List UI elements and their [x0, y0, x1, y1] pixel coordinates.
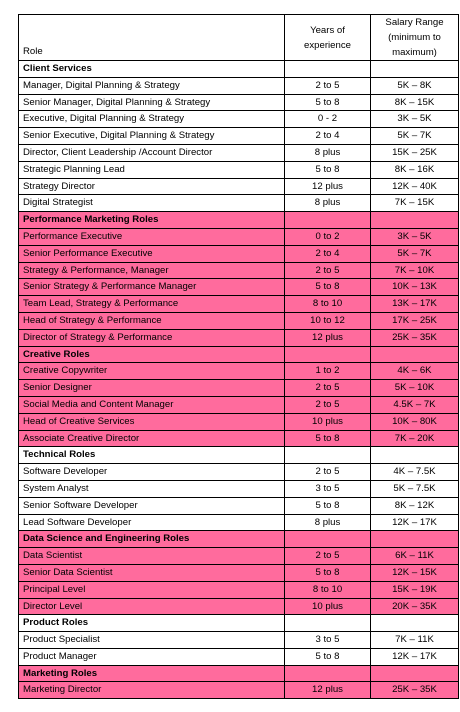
- salary-cell: 6K – 11K: [371, 548, 459, 565]
- salary-cell: 10K – 80K: [371, 413, 459, 430]
- table-row: [19, 262, 459, 279]
- salary-cell: 15K – 19K: [371, 581, 459, 598]
- years-cell: 5 to 8: [285, 648, 371, 665]
- role-cell: Head of Creative Services: [19, 413, 285, 430]
- salary-cell: 12K – 17K: [371, 514, 459, 531]
- table-row: [19, 279, 459, 296]
- role-cell: Performance Executive: [19, 228, 285, 245]
- years-cell: 5 to 8: [285, 564, 371, 581]
- section-salary-blank: [371, 61, 459, 78]
- table-row: [19, 464, 459, 481]
- table-row: [19, 329, 459, 346]
- role-cell: Head of Strategy & Performance: [19, 312, 285, 329]
- table-row: [19, 111, 459, 128]
- section-salary-blank: [371, 615, 459, 632]
- section-row: [19, 447, 459, 464]
- role-cell: Associate Creative Director: [19, 430, 285, 447]
- years-cell: 5 to 8: [285, 94, 371, 111]
- role-cell: Senior Performance Executive: [19, 245, 285, 262]
- section-years-blank: [285, 61, 371, 78]
- salary-cell: 7K – 20K: [371, 430, 459, 447]
- salary-cell: 15K – 25K: [371, 144, 459, 161]
- years-cell: 10 plus: [285, 598, 371, 615]
- role-cell: Senior Designer: [19, 380, 285, 397]
- table-row: [19, 430, 459, 447]
- salary-cell: 4K – 7.5K: [371, 464, 459, 481]
- years-cell: 8 to 10: [285, 581, 371, 598]
- years-cell: 2 to 5: [285, 77, 371, 94]
- years-cell: 5 to 8: [285, 497, 371, 514]
- table-row: [19, 632, 459, 649]
- table-row: [19, 497, 459, 514]
- salary-cell: 3K – 5K: [371, 228, 459, 245]
- section-salary-blank: [371, 531, 459, 548]
- salary-cell: 25K – 35K: [371, 682, 459, 699]
- years-cell: 3 to 5: [285, 632, 371, 649]
- table-row: [19, 195, 459, 212]
- section-title: Client Services: [19, 61, 285, 78]
- table-row: [19, 413, 459, 430]
- table-header-row: [19, 15, 459, 61]
- table-row: [19, 548, 459, 565]
- years-cell: 12 plus: [285, 329, 371, 346]
- role-cell: Data Scientist: [19, 548, 285, 565]
- salary-cell: 8K – 12K: [371, 497, 459, 514]
- section-row: [19, 61, 459, 78]
- table-row: [19, 245, 459, 262]
- role-cell: Director of Strategy & Performance: [19, 329, 285, 346]
- years-cell: 1 to 2: [285, 363, 371, 380]
- table-row: [19, 598, 459, 615]
- role-cell: Software Developer: [19, 464, 285, 481]
- role-cell: Strategy & Performance, Manager: [19, 262, 285, 279]
- role-cell: System Analyst: [19, 480, 285, 497]
- salary-cell: 10K – 13K: [371, 279, 459, 296]
- table-row: [19, 380, 459, 397]
- table-row: [19, 312, 459, 329]
- years-cell: 8 plus: [285, 195, 371, 212]
- years-cell: 2 to 5: [285, 396, 371, 413]
- section-title: Technical Roles: [19, 447, 285, 464]
- salary-cell: 8K – 16K: [371, 161, 459, 178]
- section-row: [19, 665, 459, 682]
- salary-cell: 13K – 17K: [371, 296, 459, 313]
- salary-cell: 7K – 10K: [371, 262, 459, 279]
- salary-cell: 20K – 35K: [371, 598, 459, 615]
- section-salary-blank: [371, 447, 459, 464]
- role-cell: Creative Copywriter: [19, 363, 285, 380]
- section-row: [19, 212, 459, 229]
- years-cell: 10 to 12: [285, 312, 371, 329]
- salary-cell: 4K – 6K: [371, 363, 459, 380]
- section-title: Creative Roles: [19, 346, 285, 363]
- salary-cell: 5K – 7K: [371, 245, 459, 262]
- table-row: [19, 144, 459, 161]
- role-cell: Lead Software Developer: [19, 514, 285, 531]
- salary-cell: 4.5K – 7K: [371, 396, 459, 413]
- section-title: Data Science and Engineering Roles: [19, 531, 285, 548]
- section-title: Product Roles: [19, 615, 285, 632]
- years-cell: 2 to 5: [285, 548, 371, 565]
- table-row: [19, 228, 459, 245]
- section-years-blank: [285, 615, 371, 632]
- header-role: Role: [19, 15, 285, 61]
- section-years-blank: [285, 346, 371, 363]
- years-cell: 2 to 5: [285, 464, 371, 481]
- years-cell: 8 to 10: [285, 296, 371, 313]
- role-cell: Senior Data Scientist: [19, 564, 285, 581]
- years-cell: 0 to 2: [285, 228, 371, 245]
- section-salary-blank: [371, 346, 459, 363]
- years-cell: 5 to 8: [285, 161, 371, 178]
- role-cell: Social Media and Content Manager: [19, 396, 285, 413]
- table-row: [19, 128, 459, 145]
- years-cell: 8 plus: [285, 144, 371, 161]
- table-row: [19, 77, 459, 94]
- section-row: [19, 531, 459, 548]
- section-years-blank: [285, 665, 371, 682]
- role-cell: Strategic Planning Lead: [19, 161, 285, 178]
- years-cell: 0 - 2: [285, 111, 371, 128]
- role-cell: Executive, Digital Planning & Strategy: [19, 111, 285, 128]
- salary-table: [18, 14, 459, 699]
- years-cell: 2 to 5: [285, 262, 371, 279]
- salary-cell: 7K – 15K: [371, 195, 459, 212]
- role-cell: Strategy Director: [19, 178, 285, 195]
- table-row: [19, 161, 459, 178]
- years-cell: 2 to 4: [285, 128, 371, 145]
- years-cell: 8 plus: [285, 514, 371, 531]
- role-cell: Manager, Digital Planning & Strategy: [19, 77, 285, 94]
- role-cell: Director, Client Leadership /Account Director: [19, 144, 285, 161]
- role-cell: Senior Manager, Digital Planning & Strategy: [19, 94, 285, 111]
- salary-cell: 8K – 15K: [371, 94, 459, 111]
- role-cell: Senior Software Developer: [19, 497, 285, 514]
- years-cell: 10 plus: [285, 413, 371, 430]
- years-cell: 12 plus: [285, 682, 371, 699]
- years-cell: 2 to 5: [285, 380, 371, 397]
- header-salary: Salary Range (minimum to maximum): [371, 15, 459, 61]
- table-row: [19, 480, 459, 497]
- table-row: [19, 564, 459, 581]
- role-cell: Team Lead, Strategy & Performance: [19, 296, 285, 313]
- table-row: [19, 648, 459, 665]
- role-cell: Digital Strategist: [19, 195, 285, 212]
- years-cell: 2 to 4: [285, 245, 371, 262]
- section-years-blank: [285, 212, 371, 229]
- role-cell: Senior Executive, Digital Planning & Strategy: [19, 128, 285, 145]
- header-years: Years of experience: [285, 15, 371, 61]
- salary-cell: 25K – 35K: [371, 329, 459, 346]
- table-row: [19, 514, 459, 531]
- section-years-blank: [285, 447, 371, 464]
- section-row: [19, 346, 459, 363]
- section-title: Performance Marketing Roles: [19, 212, 285, 229]
- years-cell: 5 to 8: [285, 430, 371, 447]
- salary-cell: 17K – 25K: [371, 312, 459, 329]
- section-years-blank: [285, 531, 371, 548]
- salary-cell: 3K – 5K: [371, 111, 459, 128]
- table-row: [19, 296, 459, 313]
- salary-cell: 12K – 40K: [371, 178, 459, 195]
- role-cell: Marketing Director: [19, 682, 285, 699]
- salary-cell: 5K – 8K: [371, 77, 459, 94]
- table-row: [19, 396, 459, 413]
- role-cell: Product Specialist: [19, 632, 285, 649]
- table-row: [19, 682, 459, 699]
- salary-cell: 5K – 10K: [371, 380, 459, 397]
- table-row: [19, 581, 459, 598]
- table-row: [19, 178, 459, 195]
- years-cell: 3 to 5: [285, 480, 371, 497]
- section-title: Marketing Roles: [19, 665, 285, 682]
- salary-cell: 5K – 7.5K: [371, 480, 459, 497]
- role-cell: Principal Level: [19, 581, 285, 598]
- role-cell: Senior Strategy & Performance Manager: [19, 279, 285, 296]
- salary-cell: 5K – 7K: [371, 128, 459, 145]
- role-cell: Product Manager: [19, 648, 285, 665]
- salary-cell: 12K – 17K: [371, 648, 459, 665]
- section-row: [19, 615, 459, 632]
- years-cell: 12 plus: [285, 178, 371, 195]
- role-cell: Director Level: [19, 598, 285, 615]
- section-salary-blank: [371, 212, 459, 229]
- salary-cell: 7K – 11K: [371, 632, 459, 649]
- table-row: [19, 94, 459, 111]
- years-cell: 5 to 8: [285, 279, 371, 296]
- section-salary-blank: [371, 665, 459, 682]
- table-body: [19, 61, 459, 699]
- table-row: [19, 363, 459, 380]
- salary-cell: 12K – 15K: [371, 564, 459, 581]
